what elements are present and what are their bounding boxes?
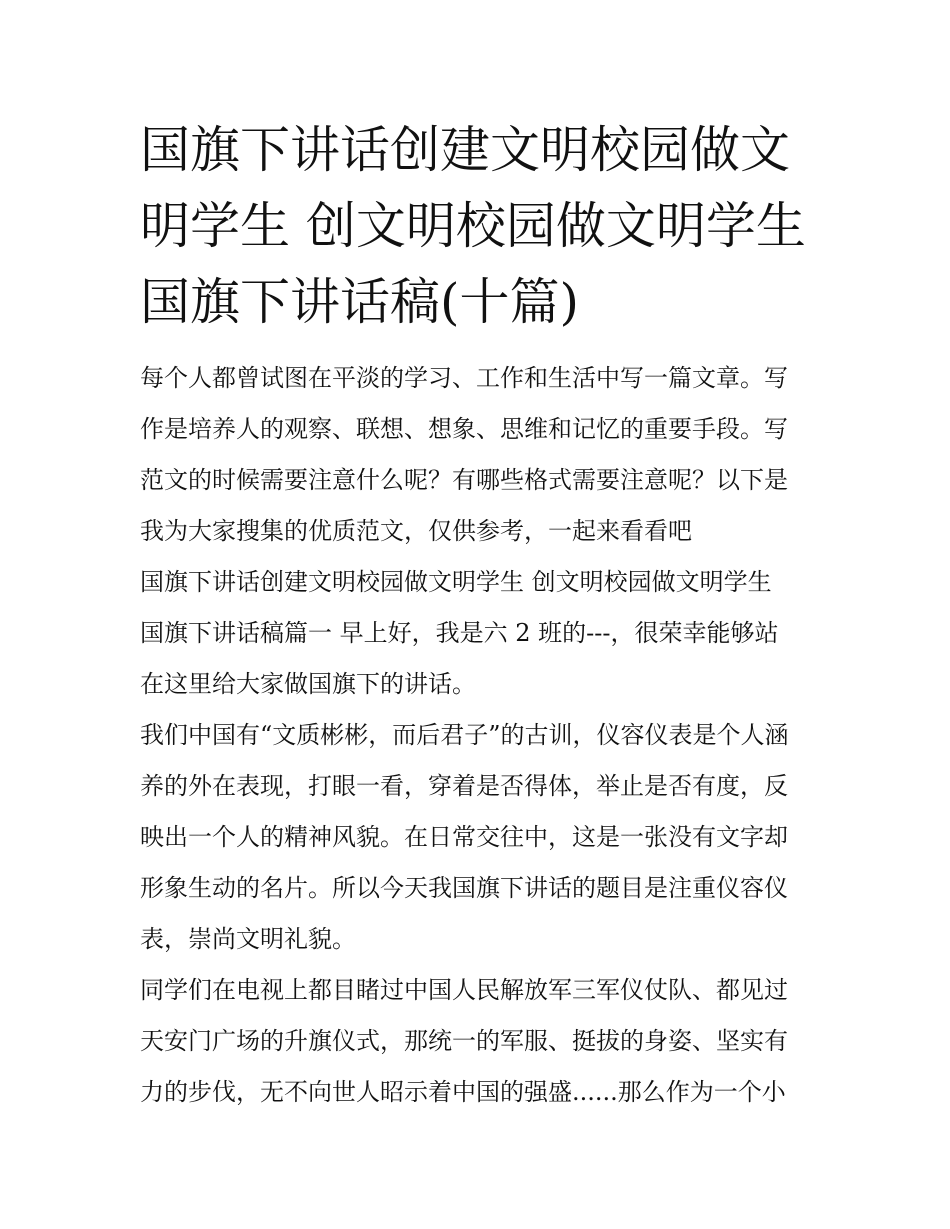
title-line: 国旗下讲话稿(十篇) [140,273,580,331]
text-line: 国旗下讲话稿篇一 早上好，我是六 2 班的---，很荣幸能够站 [140,619,779,647]
speech-paragraph [140,965,820,1118]
text-line: 养的外在表现，打眼一看，穿着是否得体，举止是否有度，反 [140,772,788,800]
text-line: 同学们在电视上都目睹过中国人民解放军三军仪仗队、都见过 [140,976,788,1004]
document-body [140,353,820,1118]
intro-paragraph [140,353,820,557]
text-line: 我们中国有“文质彬彬，而后君子”的古训，仪容仪表是个人涵 [140,721,789,749]
text-line: 形象生动的名片。所以今天我国旗下讲话的题目是注重仪容仪 [140,874,788,902]
text-line: 每个人都曾试图在平淡的学习、工作和生活中写一篇文章。写 [140,364,788,392]
text-line: 力的步伐，无不向世人昭示着中国的强盛......那么作为一个小 [140,1078,786,1106]
title-line: 国旗下讲话创建文明校园做文 [140,121,790,179]
text-line: 国旗下讲话创建文明校园做文明学生 创文明校园做文明学生 [140,568,772,596]
text-line: 表，崇尚文明礼貌。 [140,925,356,953]
document-title [140,112,820,340]
text-line: 我为大家搜集的优质范文，仅供参考，一起来看看吧 [140,517,692,545]
speech-heading-paragraph [140,557,820,710]
text-line: 作是培养人的观察、联想、想象、思维和记忆的重要手段。写 [140,415,788,443]
text-line: 映出一个人的精神风貌。在日常交往中，这是一张没有文字却 [140,823,788,851]
text-line: 范文的时候需要注意什么呢？有哪些格式需要注意呢？以下是 [140,466,788,494]
speech-paragraph [140,710,820,965]
title-line: 明学生 创文明校园做文明学生 [140,197,806,255]
text-line: 在这里给大家做国旗下的讲话。 [140,670,476,698]
text-line: 天安门广场的升旗仪式，那统一的军服、挺拔的身姿、坚实有 [140,1027,788,1055]
